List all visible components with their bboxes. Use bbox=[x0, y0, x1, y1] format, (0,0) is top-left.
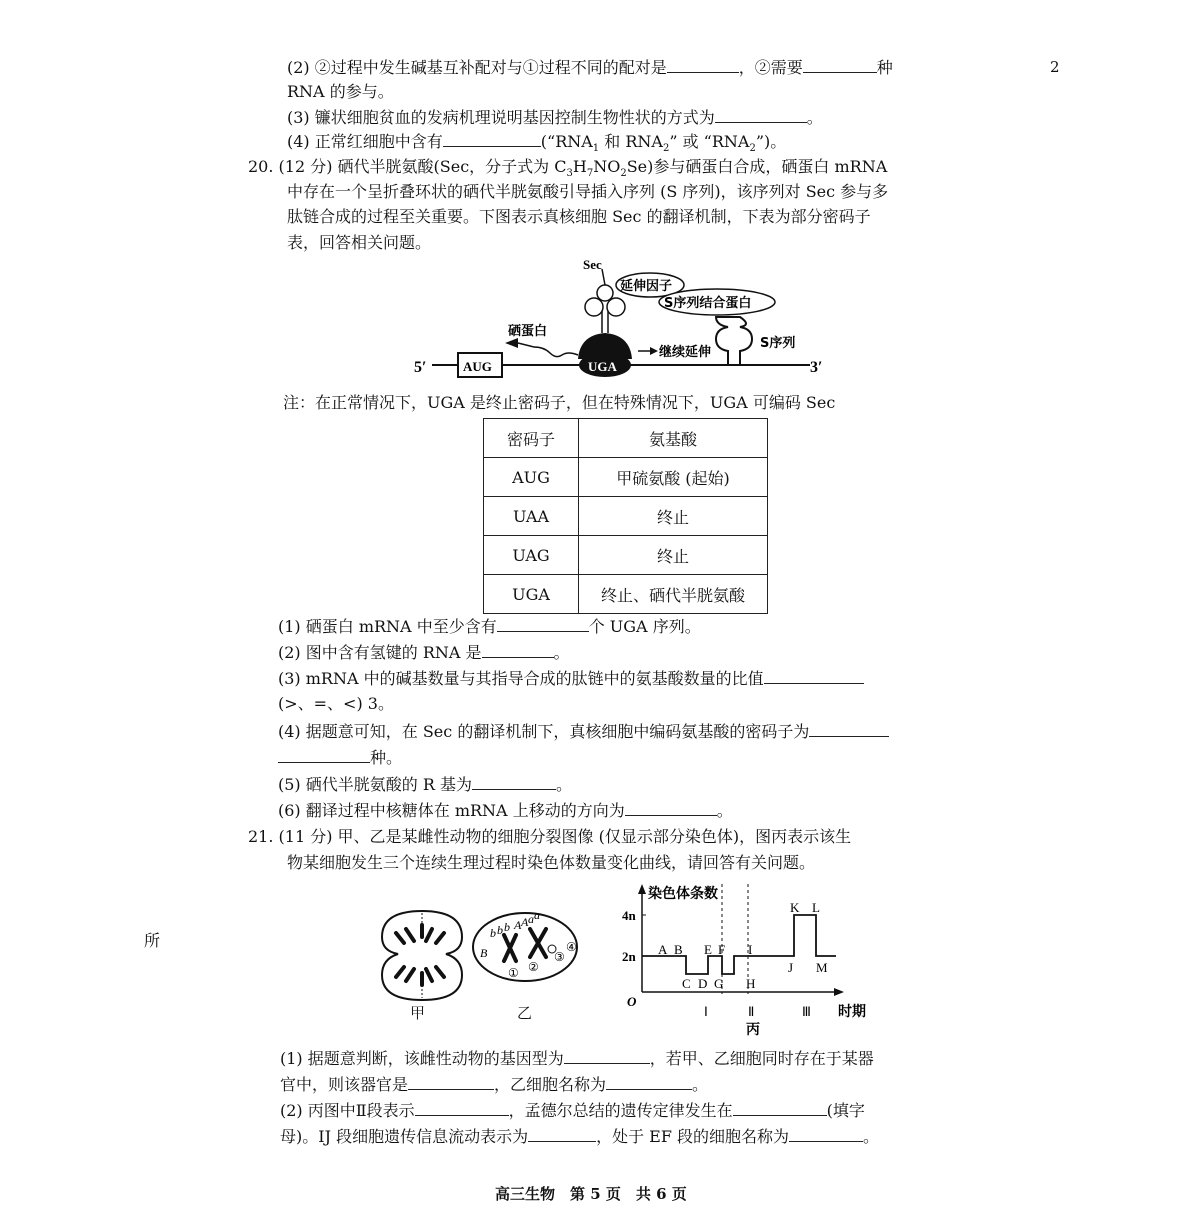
q20-part3-cont: (>、=、<) 3。 bbox=[278, 694, 394, 713]
q21-part1: (1) 据题意判断，该雌性动物的基因型为 ，若甲、乙细胞同时存在于某器 bbox=[280, 1049, 874, 1068]
codon-table bbox=[483, 418, 768, 614]
table-cell: UAG bbox=[484, 536, 579, 575]
y-tick-4n: 4n bbox=[622, 908, 636, 923]
answer-blank[interactable] bbox=[733, 1099, 827, 1116]
page-mark: 2 bbox=[1050, 58, 1060, 76]
q21-part2: (2) 丙图中Ⅱ段表示 ，孟德尔总结的遗传定律发生在 (填字 bbox=[280, 1101, 865, 1120]
point-label-A: A bbox=[658, 942, 668, 957]
q20-intro-line3: 肽链合成的过程至关重要。下图表示真核细胞 Sec 的翻译机制，下表为部分密码子 bbox=[287, 207, 871, 226]
table-row bbox=[484, 497, 768, 536]
chromosome-1-label: ① bbox=[508, 966, 519, 980]
answer-blank[interactable] bbox=[528, 1125, 596, 1142]
selenoprotein-label: 硒蛋白 bbox=[508, 324, 548, 339]
table-cell: 终止、硒代半胱氨酸 bbox=[579, 575, 768, 614]
answer-blank[interactable] bbox=[764, 667, 864, 684]
answer-blank[interactable] bbox=[789, 1125, 863, 1142]
cell-yi-diagram bbox=[470, 905, 580, 985]
point-label-L: L bbox=[812, 900, 820, 915]
s-binding-protein-label: S序列结合蛋白 bbox=[664, 296, 752, 311]
table-row bbox=[484, 458, 768, 497]
allele-B-label: B bbox=[480, 946, 488, 960]
y-tick-2n: 2n bbox=[622, 949, 636, 964]
stage-1-label: Ⅰ bbox=[704, 1004, 708, 1019]
five-prime-label: 5′ bbox=[414, 359, 427, 376]
allele-a-label: a bbox=[534, 908, 540, 922]
table-cell: 终止 bbox=[579, 497, 768, 536]
point-label-B: B bbox=[674, 942, 683, 957]
s-sequence-hairpin bbox=[716, 317, 752, 365]
q20-part6: (6) 翻译过程中核糖体在 mRNA 上移动的方向为 。 bbox=[278, 801, 733, 820]
point-label-I: I bbox=[748, 942, 753, 957]
chromosome-curve bbox=[642, 915, 836, 974]
point-label-D: D bbox=[698, 976, 708, 991]
point-label-H: H bbox=[746, 976, 756, 991]
answer-blank[interactable] bbox=[606, 1073, 692, 1090]
chromosome-2-label: ② bbox=[528, 960, 539, 974]
answer-blank[interactable] bbox=[564, 1047, 650, 1064]
margin-char: 所 bbox=[144, 931, 161, 950]
q20-part2: (2) 图中含有氢键的 RNA 是 。 bbox=[278, 643, 570, 662]
answer-blank[interactable] bbox=[625, 799, 717, 816]
page-footer: 高三生物 第 5 页 共 6 页 bbox=[495, 1185, 687, 1203]
allele-A-label: A bbox=[521, 915, 529, 929]
q20-part1: (1) 硒蛋白 mRNA 中至少含有 个 UGA 序列。 bbox=[278, 617, 701, 636]
three-prime-label: 3′ bbox=[810, 359, 823, 376]
allele-A-label: A bbox=[514, 918, 522, 932]
table-header: 密码子 bbox=[484, 419, 579, 458]
q20-part3: (3) mRNA 中的碱基数量与其指导合成的肽链中的氨基酸数量的比值 bbox=[278, 667, 864, 690]
chromosome-count-graph bbox=[612, 882, 882, 1040]
point-label-J: J bbox=[788, 960, 794, 975]
table-row bbox=[484, 575, 768, 614]
answer-blank[interactable] bbox=[497, 615, 589, 632]
q19-part2-cont: RNA 的参与。 bbox=[287, 82, 394, 101]
allele-b-label: b bbox=[504, 920, 510, 934]
answer-blank[interactable] bbox=[278, 746, 370, 763]
table-cell: 终止 bbox=[579, 536, 768, 575]
point-label-C: C bbox=[682, 976, 691, 991]
table-header-row bbox=[484, 419, 768, 458]
fig-jia-label: 甲 bbox=[410, 1004, 426, 1022]
graph-caption: 丙 bbox=[746, 1022, 760, 1038]
answer-blank[interactable] bbox=[715, 106, 807, 123]
chromosome-4-label: ④ bbox=[566, 940, 577, 954]
uga-label: UGA bbox=[588, 359, 617, 374]
allele-b-label: b bbox=[497, 923, 503, 937]
sec-label: Sec bbox=[583, 257, 602, 272]
fig-yi-label: 乙 bbox=[517, 1004, 533, 1022]
q20-note: 注：在正常情况下，UGA 是终止密码子，但在特殊情况下，UGA 可编码 Sec bbox=[283, 393, 836, 412]
point-label-F: F bbox=[718, 942, 726, 957]
stage-3-label: Ⅲ bbox=[802, 1004, 811, 1019]
table-row bbox=[484, 536, 768, 575]
q21-part1-cont: 官中，则该器官是 ，乙细胞名称为 。 bbox=[280, 1075, 709, 1094]
y-axis-label: 染色体条数 bbox=[648, 886, 718, 902]
q19-part4: (4) 正常红细胞中含有 (“$RNA_1$ 和 $RNA_2$” 或 “$RNA_2$”)。 bbox=[287, 132, 787, 155]
table-cell: UAA bbox=[484, 497, 579, 536]
point-label-G: G bbox=[714, 976, 724, 991]
answer-blank[interactable] bbox=[803, 56, 877, 73]
translation-diagram bbox=[410, 255, 840, 385]
answer-blank[interactable] bbox=[809, 720, 889, 737]
point-label-E: E bbox=[704, 942, 712, 957]
continue-elongation-label: 继续延伸 bbox=[659, 345, 712, 360]
answer-blank[interactable] bbox=[443, 130, 541, 147]
answer-blank[interactable] bbox=[667, 56, 739, 73]
q20-intro-line4: 表，回答相关问题。 bbox=[287, 233, 432, 252]
allele-a-label: a bbox=[528, 912, 534, 926]
s-sequence-label: S序列 bbox=[760, 336, 796, 351]
q20-part5: (5) 硒代半胱氨酸的 R 基为 。 bbox=[278, 775, 572, 794]
table-cell: UGA bbox=[484, 575, 579, 614]
q21-intro-line2: 物某细胞发生三个连续生理过程时染色体数量变化曲线，请回答有关问题。 bbox=[287, 853, 816, 872]
chromosome-3-label: ③ bbox=[554, 950, 565, 964]
q20-intro-line1: 20. (12 分) 硒代半胱氨酸(Sec，分子式为 $C_3H_7NO_2Se$)参与硒蛋白合成，硒蛋白 mRNA bbox=[248, 157, 888, 180]
elongation-factor-label: 延伸因子 bbox=[620, 279, 673, 294]
allele-b-label: b bbox=[490, 926, 496, 940]
q20-intro-line2: 中存在一个呈折叠环状的硒代半胱氨酸引导插入序列 (S 序列)，该序列对 Sec 参与多 bbox=[287, 182, 889, 201]
table-cell: AUG bbox=[484, 458, 579, 497]
q21-part2-cont: 母)。IJ 段细胞遗传信息流动表示为 ，处于 EF 段的细胞名称为 。 bbox=[280, 1127, 880, 1146]
answer-blank[interactable] bbox=[408, 1073, 494, 1090]
point-label-M: M bbox=[816, 960, 828, 975]
point-label-K: K bbox=[790, 900, 800, 915]
answer-blank[interactable] bbox=[482, 641, 554, 658]
q20-part4-cont: 种。 bbox=[278, 746, 402, 769]
q19-part3: (3) 镰状细胞贫血的发病机理说明基因控制生物性状的方式为 。 bbox=[287, 108, 823, 127]
answer-blank[interactable] bbox=[415, 1099, 509, 1116]
table-cell: 甲硫氨酸 (起始) bbox=[579, 458, 768, 497]
q21-intro-line1: 21. (11 分) 甲、乙是某雌性动物的细胞分裂图像 (仅显示部分染色体)，图丙表示该生 bbox=[248, 827, 852, 846]
table-header: 氨基酸 bbox=[579, 419, 768, 458]
stage-2-label: Ⅱ bbox=[748, 1004, 755, 1019]
cell-jia-diagram bbox=[372, 905, 472, 1005]
origin-label: O bbox=[627, 994, 637, 1009]
answer-blank[interactable] bbox=[472, 773, 556, 790]
aug-label: AUG bbox=[463, 359, 492, 374]
q20-part4: (4) 据题意可知，在 Sec 的翻译机制下，真核细胞中编码氨基酸的密码子为 bbox=[278, 720, 889, 743]
q19-part2: (2) ②过程中发生碱基互补配对与①过程不同的配对是 ，②需要 种 bbox=[287, 58, 893, 77]
x-axis-label: 时期 bbox=[838, 1004, 866, 1020]
